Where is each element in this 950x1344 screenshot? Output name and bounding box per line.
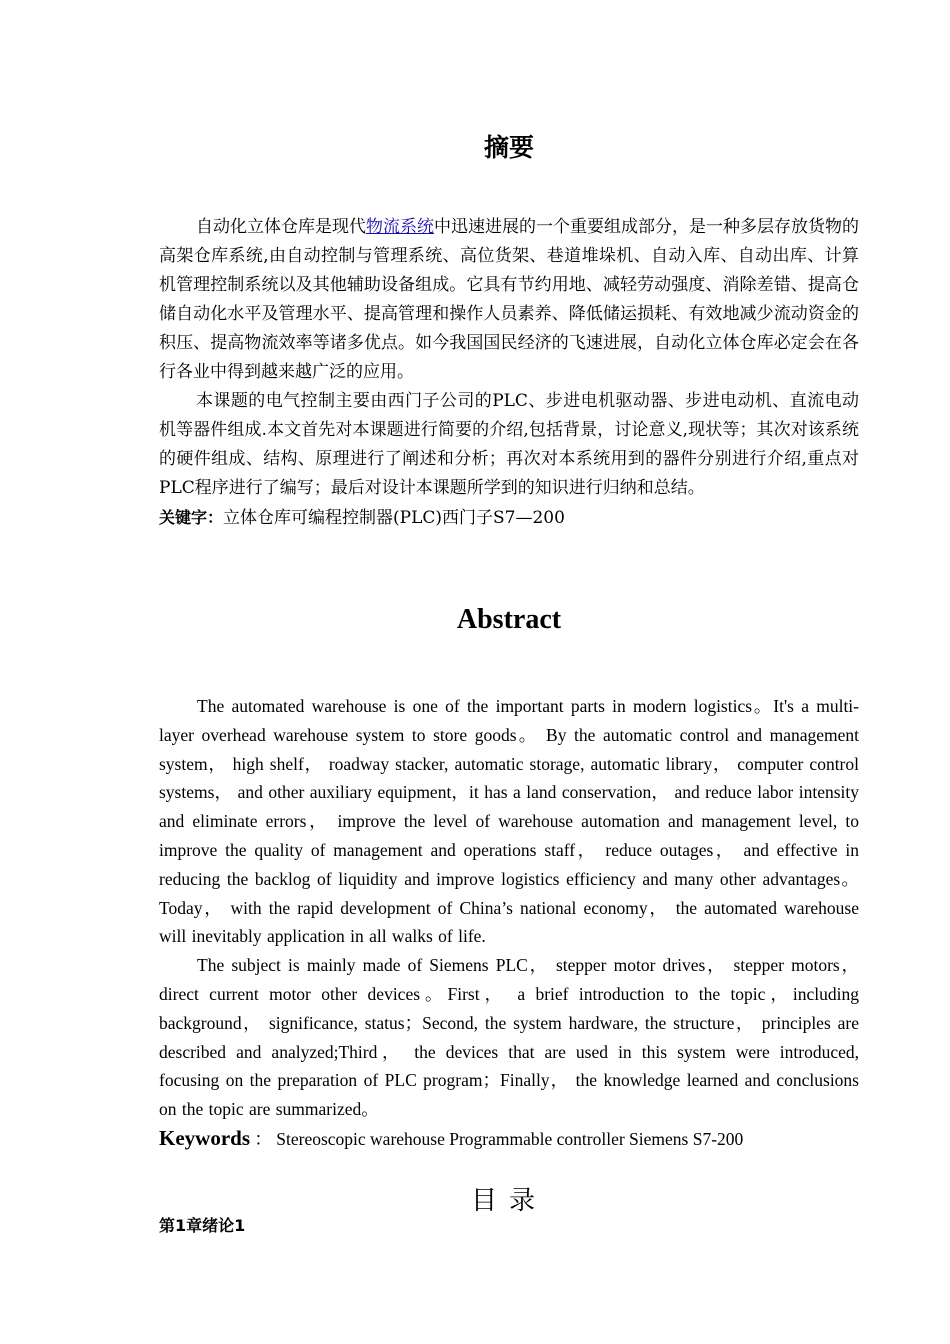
abstract-en-body bbox=[159, 692, 859, 1154]
abstract-en-title: Abstract bbox=[456, 604, 562, 635]
keywords-cn bbox=[159, 503, 859, 533]
toc-title: 目录 bbox=[470, 1186, 547, 1216]
keywords-en-separator: ： bbox=[254, 1128, 272, 1149]
abstract-cn-body bbox=[159, 213, 859, 533]
keywords-cn-value: 立体仓库可编程控制器(PLC)西门子S7—200 bbox=[223, 508, 565, 528]
abstract-cn-title: 摘要 bbox=[483, 133, 534, 162]
abstract-en-paragraph-2: The subject is mainly made of Siemens PLC， stepper motor drives， stepper motors， direct current motor other devices。First， a brief introduction to the topic，including background， significance, status；Second, the system hardware, the structure， principles are described and analyzed;Third， the devices that are used in this system were introduced, focusing on the preparation of PLC program；Finally， the knowledge learned and conclusions on the topic are summarized。 bbox=[159, 955, 859, 1120]
keywords-en bbox=[159, 1124, 859, 1154]
keywords-en-label: Keywords bbox=[159, 1125, 250, 1150]
logistics-system-link[interactable]: 物流系统 bbox=[366, 217, 434, 237]
toc-item-chapter-1[interactable]: 第1章绪论1 bbox=[159, 1216, 246, 1235]
abstract-cn-paragraph-2: 本课题的电气控制主要由西门子公司的PLC、步进电机驱动器、步进电动机、直流电动机等器件组成.本文首先对本课题进行简要的介绍,包括背景，讨论意义,现状等；其次对该系统的硬件组成、结构、原理进行了阐述和分析；再次对本系统用到的器件分别进行介绍,重点对PLC程序进行了编写；最后对设计本课题所学到的知识进行归纳和总结。 bbox=[159, 391, 859, 498]
abstract-en-paragraph-1: The automated warehouse is one of the important parts in modern logistics。It's a multi-layer overhead warehouse system to store goods。 By the automatic control and management system， high shelf， roadway stacker, automatic storage, automatic library， computer control systems， and other auxiliary equipment，it has a land conservation， and reduce labor intensity and eliminate errors， improve the level of warehouse automation and management level, to improve the quality of management and operations staff， reduce outages， and effective in reducing the backlog of liquidity and improve logistics efficiency and many other advantages。Today， with the rapid development of China’s national economy， the automated warehouse will inevitably application in all walks of life. bbox=[159, 696, 859, 947]
abstract-cn-paragraph-1: 自动化立体仓库是现代物流系统中迅速进展的一个重要组成部分，是一种多层存放货物的高架仓库系统,由自动控制与管理系统、高位货架、巷道堆垛机、自动入库、自动出库、计算机管理控制系统以及其他辅助设备组成。它具有节约用地、减轻劳动强度、消除差错、提高仓储自动化水平及管理水平、提高管理和操作人员素养、降低储运损耗、有效地减少流动资金的积压、提高物流效率等诸多优点。如今我国国民经济的飞速进展，自动化立体仓库必定会在各行各业中得到越来越广泛的应用。 bbox=[159, 217, 859, 382]
keywords-en-value: Stereoscopic warehouse Programmable controller Siemens S7-200 bbox=[276, 1128, 744, 1149]
keywords-cn-label: 关键字： bbox=[159, 508, 224, 527]
